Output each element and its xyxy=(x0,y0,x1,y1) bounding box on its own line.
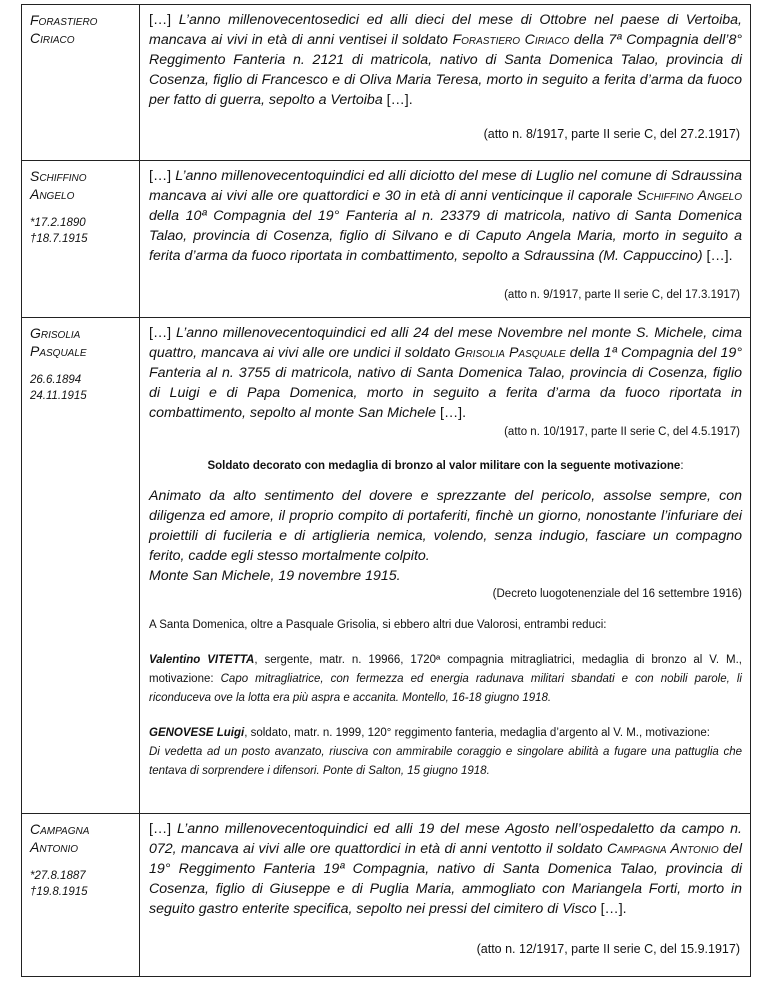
death-date: †18.7.1915 xyxy=(30,233,88,245)
record-text-b: della 10ª Compagnia del 19° Fanteria al n. 23379 di matricola, nativo di Santa Domenica Talao, provincia di Cosenza, figlio di Silvano e di Caputo Angela Maria, morto in seguito a ferita d’arma da fuoco riportata in combattimento, sepolto a Sdraussina (M. Cappuccino) xyxy=(149,208,742,264)
genovese-motivation: Di vedetta ad un posto avanzato, riusciva con ammirabile coraggio e singolare abilità a fugare una pattuglia che tentava di sorprendere i difensori. Ponte di Salton, 15 giugno 1918. xyxy=(149,746,742,777)
record-name: Campagna Antonio xyxy=(607,841,719,857)
record-reference: (atto n. 10/1917, parte II serie C, del 4.5.1917) xyxy=(504,426,740,438)
life-dates xyxy=(30,372,139,404)
others-intro: A Santa Domenica, oltre a Pasquale Grisolia, si ebbero altri due Valorosi, entrambi reduci: xyxy=(149,619,607,631)
record-text-b: della 1ª Compagnia del 19° Fanteria al n. 3755 di matricola, nativo di Santa Domenica Talao, provincia di Cosenza, figlio di Luigi e di Papa Domenica, morto in seguito a ferita d’arma da fuoco riportata in combattimento, sepolto al monte San Michele xyxy=(149,345,743,421)
entry-grisolia xyxy=(21,317,751,814)
genovese-motivation-block xyxy=(149,743,742,781)
record-text-b: del 19° Reggimento Fanteria 19ª Compagnia, nativo di Santa Domenica Talao, provincia di Cosenza, figlio di Giuseppe e di Puglia Maria, ammogliato con Mariangela Forti, morto in seguito gastro enterite specifica, sepolto nei pressi del cimitero di Visco xyxy=(149,841,742,917)
death-record xyxy=(149,819,742,919)
ellipsis-open: […] xyxy=(149,168,176,184)
entry-schiffino xyxy=(21,160,751,318)
decoration-block xyxy=(149,460,742,781)
decoration-place-date: Monte San Michele, 19 novembre 1915. xyxy=(149,568,401,584)
vitetta-name: Valentino VITETTA xyxy=(149,654,255,666)
decoration-heading-text: Soldato decorato con medaglia di bronzo al valor militare con la seguente motivazione xyxy=(207,460,681,472)
record-name: Forastiero Ciriaco xyxy=(452,32,570,48)
record-name: Grisolia Pasquale xyxy=(454,345,566,361)
life-dates xyxy=(30,215,139,247)
ellipsis-open: […] xyxy=(149,325,176,341)
genovese-name: GENOVESE Luigi xyxy=(149,727,245,739)
ellipsis-open: […] xyxy=(149,12,179,28)
name-cell xyxy=(22,814,140,976)
ellipsis-close: […]. xyxy=(706,248,733,264)
record-text-b: della 7ª Compagnia dell’8° Reggimento Fanteria n. 2121 di matricola, nativo di Santa Domenica Talao, provincia di Cosenza, figlio di Francesco e di Oliva Maria Teresa, morto in seguito a ferita d’arma da fuoco per fatto di guerra, sepolto a Vertoiba xyxy=(149,32,743,108)
decoration-heading xyxy=(149,460,742,472)
ellipsis-close: […]. xyxy=(440,405,467,421)
record-cell xyxy=(140,318,750,813)
name-cell xyxy=(22,318,140,813)
ellipsis-open: […] xyxy=(149,821,178,837)
record-text-a: L’anno millenovecentoquindici ed alli 19 del mese Agosto nell’ospedaletto da campo n. 072, mancava ai vivi alle ore quattordici in età di anni ventotto il soldato xyxy=(149,821,743,857)
given-name: Angelo xyxy=(30,186,75,202)
vitetta-details: , sergente, matr. n. 19966, 1720ª compagnia mitragliatrici, medaglia di bronzo al V. M., motivazione: xyxy=(149,654,742,685)
record-reference: (atto n. 9/1917, parte II serie C, del 17.3.1917) xyxy=(504,289,740,301)
given-name: Pasquale xyxy=(30,343,87,359)
record-text-a: L’anno millenovecentoquindici ed alli 24 del mese Novembre nel monte S. Michele, cima quattro, mancava ai vivi alle ore undici il soldato xyxy=(149,325,742,361)
entry-campagna xyxy=(21,813,751,977)
decoration-heading-colon: : xyxy=(680,460,684,472)
birth-date: *27.8.1887 xyxy=(30,870,86,882)
genovese-details: , soldato, matr. n. 1999, 120° reggimento fanteria, medaglia d’argento al V. M., motivazione: xyxy=(244,727,710,739)
record-text-a: L’anno millenovecentosedici ed alli dieci del mese di Ottobre nel paese di Vertoiba, mancava ai vivi in età di anni ventisei il soldato xyxy=(149,12,742,48)
vitetta-entry xyxy=(149,651,742,708)
surname: Forastiero xyxy=(30,12,98,28)
surname: Campagna xyxy=(30,821,90,837)
ellipsis-close: […]. xyxy=(386,92,413,108)
death-date: †19.8.1915 xyxy=(30,886,88,898)
surname: Grisolia xyxy=(30,325,81,341)
decoration-decree: (Decreto luogotenenziale del 16 settembre 1916) xyxy=(492,588,742,600)
name-cell xyxy=(22,5,140,160)
name-cell xyxy=(22,161,140,317)
ellipsis-close: […]. xyxy=(600,901,627,917)
death-date: 24.11.1915 xyxy=(30,390,87,402)
surname: Schiffino xyxy=(30,168,87,184)
record-name: Schiffino Angelo xyxy=(636,188,742,204)
birth-date: *17.2.1890 xyxy=(30,217,86,229)
vitetta-motivation: Capo mitragliatrice, con fermezza ed energia radunava militari sbandati e con nobili parole, li riconduceva ove la lotta era più aspra e accanita. Montello, 16-18 giugno 1918. xyxy=(149,673,742,704)
record-cell xyxy=(140,161,750,317)
death-record xyxy=(149,10,742,110)
record-reference: (atto n. 8/1917, parte II serie C, del 27.2.1917) xyxy=(483,127,740,141)
record-text-a: L’anno millenovecentoquindici ed alli diciotto del mese di Luglio nel comune di Sdraussina mancava ai vivi alle ore quattordici e 30 in età di anni venticinque il caporale xyxy=(149,168,742,204)
decoration-motivation: Animato da alto sentimento del dovere e sprezzante del pericolo, assolse sempre, con diligenza ed amore, il proprio compito di portaferiti, finchè un giorno, nonostante l’infuriare dei proiettili di fucileria e di artiglieria nemica, volendo, senza indugio, fasciare un compagno ferito, cadde egli stesso mortalmente colpito. xyxy=(149,488,742,564)
genovese-entry xyxy=(149,724,742,743)
record-reference: (atto n. 12/1917, parte II serie C, del 15.9.1917) xyxy=(476,942,740,956)
record-cell xyxy=(140,5,750,160)
entry-forastiero xyxy=(21,4,751,161)
life-dates xyxy=(30,868,139,900)
given-name: Ciriaco xyxy=(30,30,75,46)
given-name: Antonio xyxy=(30,839,79,855)
birth-date: 26.6.1894 xyxy=(30,374,82,386)
death-record xyxy=(149,166,742,266)
record-cell xyxy=(140,814,750,976)
death-record xyxy=(149,323,742,423)
